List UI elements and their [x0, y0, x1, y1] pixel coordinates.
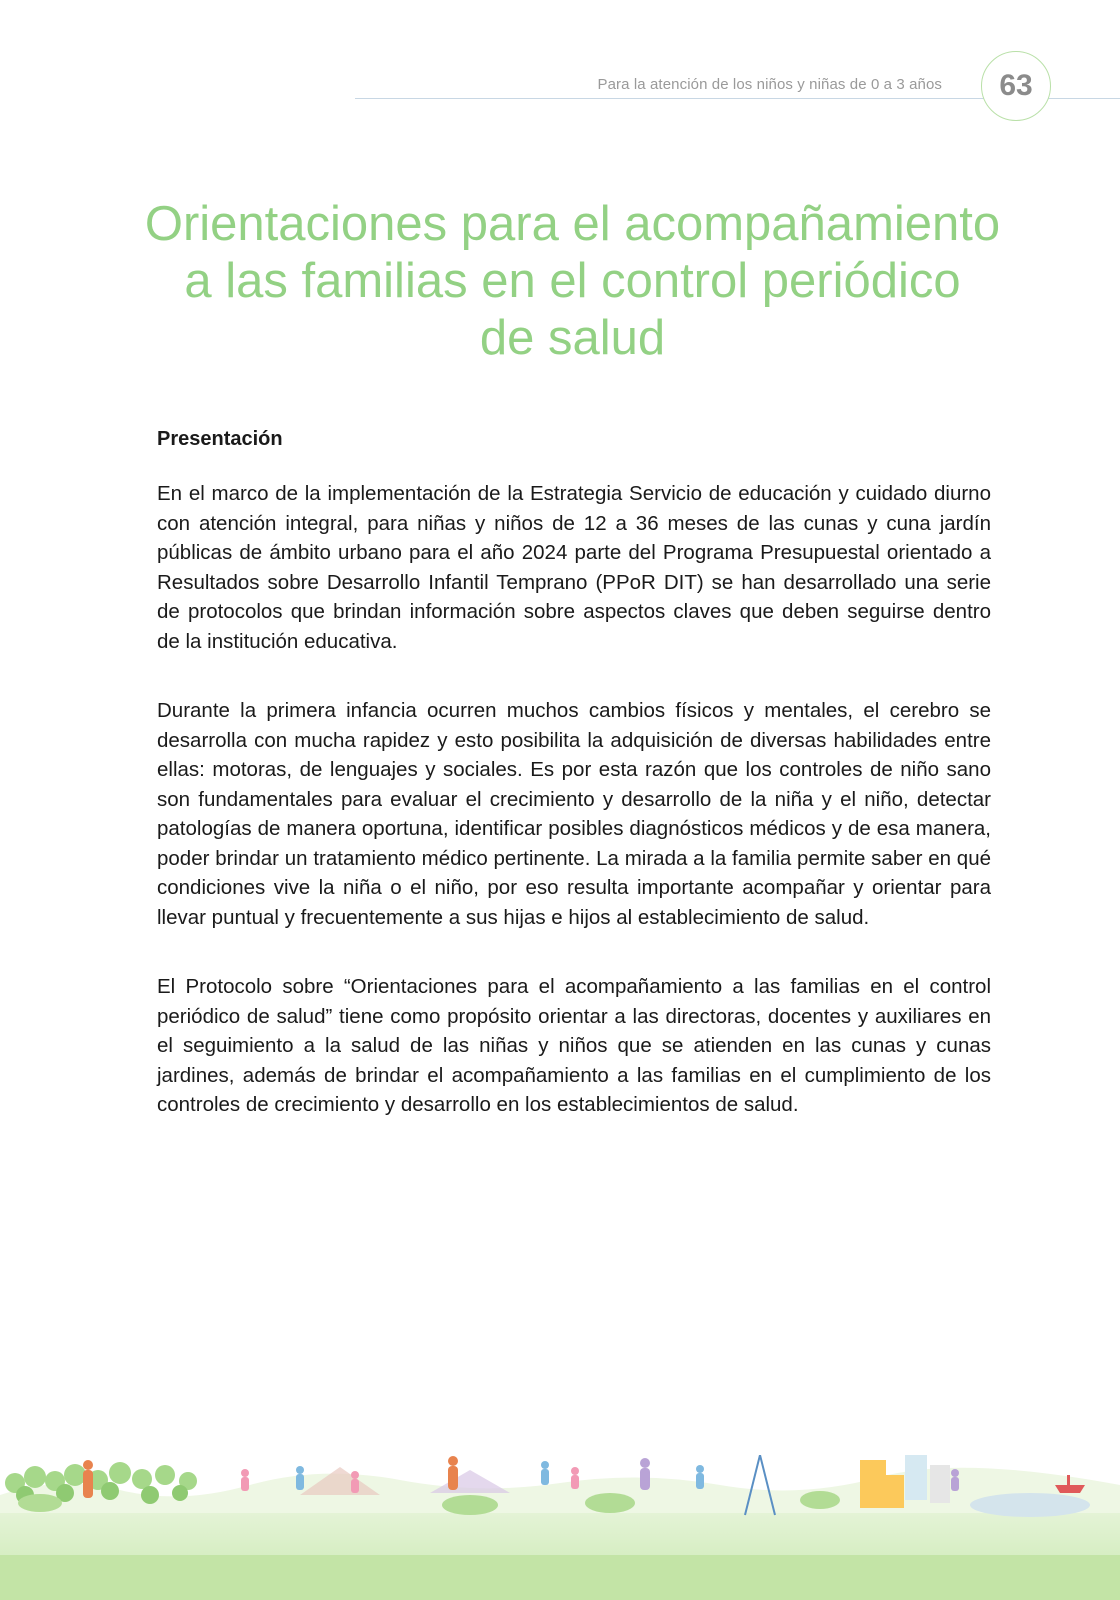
- footer-landscape-illustration: [0, 1455, 1120, 1600]
- title-line-1: Orientaciones para el acompañamiento: [144, 197, 1001, 251]
- paragraph-1: En el marco de la implementación de la Estrategia Servicio de educación y cuidado diurno con atención integral, para niñas y niños de 12 a 36 meses de las cunas y cuna jardín públicas de ámbito urbano para el año 2024 parte del Programa Presupuestal orientado a Resultados sobre Desarrollo Infantil Temprano (PPoR DIT) se han desarrollado una serie de protocolos que brindan información sobre aspectos claves que deben seguirse dentro de la institución educativa.: [157, 482, 991, 653]
- page-number-badge: [981, 51, 1051, 121]
- title-line-3: de salud: [479, 311, 666, 365]
- page-title: [120, 196, 1025, 367]
- section-heading: Presentación: [157, 428, 283, 450]
- running-header: Para la atención de los niños y niñas de 0 a 3 años: [597, 76, 942, 93]
- title-line-2: a las familias en el control periódico: [184, 254, 961, 308]
- main-content: [157, 425, 991, 1160]
- page-number: 63: [999, 69, 1033, 102]
- paragraph-3: El Protocolo sobre “Orientaciones para el acompañamiento a las familias en el control periódico de salud” tiene como propósito orientar a las directoras, docentes y auxiliares en el seguimiento a la salud de las niñas y niños que se atienden en las cunas y cunas jardines, además de brindar el acompañamiento a las familias en el cumplimiento de los controles de crecimiento y desarrollo en los establecimientos de salud.: [157, 975, 991, 1116]
- paragraph-2: Durante la primera infancia ocurren muchos cambios físicos y mentales, el cerebro se desarrolla con mucha rapidez y esto posibilita la adquisición de diversas habilidades entre ellas: motoras, de lenguajes y sociales. Es por esta razón que los controles de niño sano son fundamentales para evaluar el crecimiento y desarrollo de la niña y el niño, detectar patologías de manera oportuna, identificar posibles diagnósticos médicos y de esa manera, poder brindar un tratamiento médico pertinente. La mirada a la familia permite saber en qué condiciones vive la niña o el niño, por eso resulta importante acompañar y orientar para llevar puntual y frecuentemente a sus hijas e hijos al establecimiento de salud.: [157, 699, 991, 929]
